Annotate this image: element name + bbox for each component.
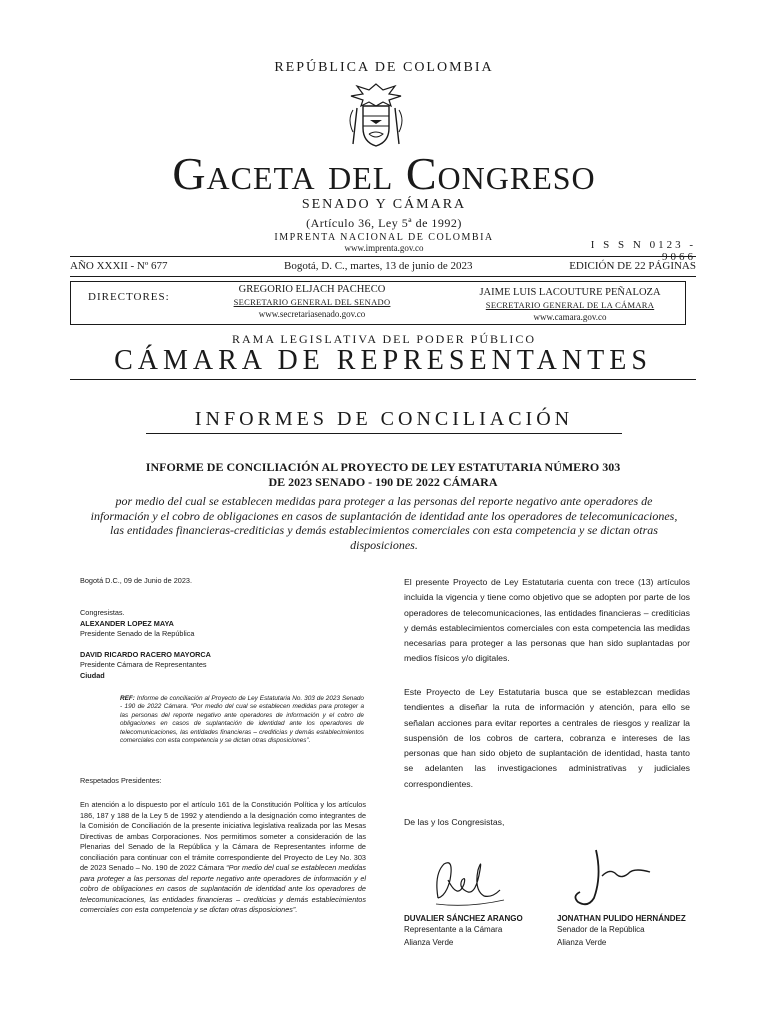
republica-label: REPÚBLICA DE COLOMBIA xyxy=(274,60,494,75)
report-title xyxy=(70,460,696,490)
body-paragraph-2: El presente Proyecto de Ley Estatutaria cuenta con trece (13) artículos incluida la vigencia y tiene como objetivo que se adopten por parte de los operadores de telecomunicaciones, las entidades financieras – crediticias y demás establecimientos comerciales con esta competencia las medidas necesarias para proteger a las personas que han sido suplantadas por medios físicos y/o digitales. xyxy=(404,577,690,664)
recipient1-name: ALEXANDER LOPEZ MAYA xyxy=(80,618,174,628)
director-camara xyxy=(460,287,680,322)
director-senado-web[interactable]: www.secretariasenado.gov.co xyxy=(258,309,366,319)
legal-reference: (Artículo 36, Ley 5ª de 1992) xyxy=(306,216,462,230)
printer-label: IMPRENTA NACIONAL DE COLOMBIA xyxy=(274,232,494,243)
signatory-1-party: Alianza Verde xyxy=(404,938,454,947)
signatory-2-party: Alianza Verde xyxy=(557,938,607,947)
director-senado-name: GREGORIO ELJACH PACHECO xyxy=(238,284,386,295)
recipient2-role: Presidente Cámara de Representantes xyxy=(80,660,207,669)
edition-pages: EDICIÓN DE 22 PÁGINAS xyxy=(569,260,696,272)
body-paragraph-1 xyxy=(80,800,366,916)
city-label: Ciudad xyxy=(80,670,105,680)
signatory-2-name: JONATHAN PULIDO HERNÁNDEZ xyxy=(557,914,686,923)
director-camara-web[interactable]: www.camara.gov.co xyxy=(533,312,607,322)
recipient2-name: DAVID RICARDO RACERO MAYORCA xyxy=(80,649,211,659)
divider xyxy=(70,256,696,257)
salutation-label: Congresistas. xyxy=(80,608,125,617)
coat-of-arms-icon xyxy=(343,80,409,150)
section-heading: INFORMES DE CONCILIACIÓN xyxy=(146,408,622,434)
body-paragraph-1-quote: “Por medio del cual se establecen medidas para proteger a las personas del reporte negativo ante operadores de información y el cobro de obligaciones en casos de suplantación de identidad ante los operadores de telecomunicaciones, las entidades financieras – crediticias y demás establecimientos comerciales con esta competencia y se dictan otras disposiciones”. xyxy=(80,863,367,914)
issue-info-bar xyxy=(70,260,696,276)
issn-number: I S S N 0123 - 9066 xyxy=(590,239,696,263)
report-title-line1: INFORME DE CONCILIACIÓN AL PROYECTO DE LEY ESTATUTARIA NÚMERO 303 xyxy=(145,460,621,474)
greeting: Respetados Presidentes: xyxy=(80,776,162,785)
issue-date: Bogotá, D. C., martes, 13 de junio de 2023 xyxy=(284,260,473,272)
chamber-heading: CÁMARA DE REPRESENTANTES xyxy=(70,345,696,380)
gazette-subtitle: SENADO Y CÁMARA xyxy=(301,197,467,212)
signatory-1-name: DUVALIER SÁNCHEZ ARANGO xyxy=(404,914,523,923)
reference-text: Informe de conciliación al Proyecto de Ley Estatutaria No. 303 de 2023 Senado - 190 de 2022 Cámara. “Por medio del cual se establecen medidas para proteger a las personas del reporte negativo ante operadores de información y el cobro de obligaciones en casos de suplantación de identidad ante los operadores de telecomunicaciones, las entidades financieras – crediticias y demás establecimientos comerciales con esta competencia y se dictan otras disposiciones”. xyxy=(120,695,364,745)
recipients-block xyxy=(80,608,366,681)
letter-date: Bogotá D.C., 09 de Junio de 2023. xyxy=(80,576,192,585)
report-subtitle: por medio del cual se establecen medidas para proteger a las personas del reporte negativo ante operadores de información y el cobro de obligaciones en casos de suplantación de identidad ante los operadores de telecomunicaciones, las entidades financieras-crediticias y demás establecimientos comerciales con esta competencia y se dictan otras disposiciones. xyxy=(90,494,678,552)
report-title-line2: DE 2023 SENADO - 190 DE 2022 CÁMARA xyxy=(268,475,498,489)
signatory-2-role: Senador de la República xyxy=(557,925,645,934)
signature-jonathan-icon xyxy=(566,846,656,912)
divider xyxy=(70,276,696,277)
signature-block-2 xyxy=(557,914,707,949)
recipient1-role: Presidente Senado de la República xyxy=(80,629,195,638)
body-paragraph-3: Este Proyecto de Ley Estatutaria busca que se establezcan medidas tendientes a diseñar la ruta de información y atención, para ello se señalan acciones para evitar reportes a centrales de riesgos y realizar la suspensión de los cobros de cartera, cobranza e intereses de las personas que han sido objeto de suplantación de identidad, hasta tanto se adelanten las investigaciones administrativas y judiciales correspondientes. xyxy=(404,687,690,789)
director-camara-title: SECRETARIO GENERAL DE LA CÁMARA xyxy=(485,300,655,310)
issue-number: AÑO XXXII - Nº 677 xyxy=(70,260,168,272)
directors-label: DIRECTORES: xyxy=(88,291,170,303)
gazette-title: Gaceta del Congreso xyxy=(172,148,596,199)
signatory-1-role: Representante a la Cámara xyxy=(404,925,503,934)
signature-duvalier-icon xyxy=(428,850,508,910)
branch-label: RAMA LEGISLATIVA DEL PODER PÚBLICO xyxy=(231,332,536,346)
reference-label: REF: xyxy=(120,695,135,702)
signature-block-1 xyxy=(404,914,554,949)
director-senado xyxy=(212,284,412,319)
reference-block xyxy=(120,695,364,745)
director-senado-title: SECRETARIO GENERAL DEL SENADO xyxy=(233,297,391,307)
director-camara-name: JAIME LUIS LACOUTURE PEÑALOZA xyxy=(479,287,661,298)
printer-website: www.imprenta.gov.co xyxy=(344,243,424,253)
body-paragraph-1-text: En atención a lo dispuesto por el artículo 161 de la Constitución Política y los artículos 186, 187 y 188 de la Ley 5 de 1992 y atendiendo a la designación como integrantes de la Comisión de Conciliación de la presente iniciativa legislativa realizada por las Mesas Directivas de ambas Corporaciones. Nos permitimos someter a consideración de las Plenarias del Senado de la República y la Cámara de Representantes informe de conciliación para continuar con el trámite correspondiente del Proyecto de Ley No. 303 de 2023 Senado – No. 190 de 2022 Cámara xyxy=(80,800,366,872)
closing-line: De las y los Congresistas, xyxy=(404,817,505,827)
